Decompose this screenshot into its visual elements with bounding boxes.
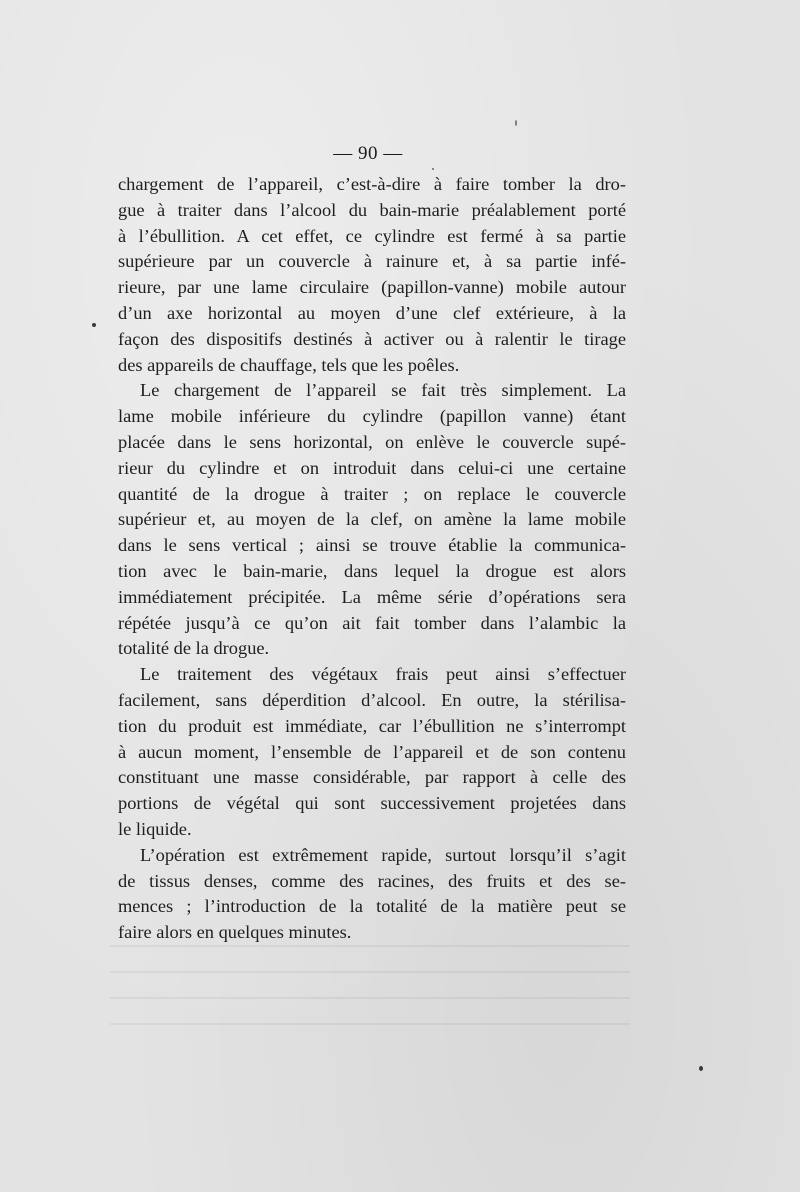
paper-speck [515, 120, 517, 126]
text-line: constituant une masse considérable, par rapport à celle des [118, 767, 626, 788]
text-line: rieure, par une lame circulaire (papillon-vanne) mobile autour [118, 277, 626, 298]
text-line: supérieur et, au moyen de la clef, on amène la lame mobile [118, 509, 626, 530]
text-line: façon des dispositifs destinés à activer ou à ralentir le tirage [118, 328, 626, 349]
bleed-through-text [110, 945, 630, 1045]
text-line: de tissus denses, comme des racines, des fruits et des se- [118, 870, 626, 891]
text-line: placée dans le sens horizontal, on enlève le couvercle supé- [118, 431, 626, 452]
text-line: tion du produit est immédiate, car l’ébullition ne s’interrompt [118, 715, 626, 736]
text-line: dans le sens vertical ; ainsi se trouve établie la communica- [118, 535, 626, 556]
text-line: d’un axe horizontal au moyen d’une clef extérieure, à la [118, 302, 626, 323]
page-number: — 90 — [333, 143, 403, 164]
text-line: faire alors en quelques minutes. [118, 922, 352, 943]
text-line: chargement de l’appareil, c’est-à-dire à faire tomber la dro- [118, 174, 626, 194]
text-line: Le traitement des végétaux frais peut ainsi s’effectuer [140, 664, 626, 685]
paper-speck [92, 323, 96, 327]
text-line: à l’ébullition. A cet effet, ce cylindre est fermé à sa partie [118, 225, 626, 246]
text-line: gue à traiter dans l’alcool du bain-marie préalablement porté [118, 199, 626, 220]
text-line: tion avec le bain-marie, dans lequel la drogue est alors [118, 560, 626, 581]
text-line: immédiatement précipitée. La même série d’opérations sera [118, 586, 626, 607]
text-line: facilement, sans déperdition d’alcool. En outre, la stérilisa- [118, 689, 626, 710]
text-line: à aucun moment, l’ensemble de l’appareil et de son contenu [118, 741, 626, 762]
text-line: quantité de la drogue à traiter ; on replace le couvercle [118, 483, 626, 504]
text-line: supérieure par un couvercle à rainure et, à sa partie infé- [118, 251, 626, 272]
text-line: des appareils de chauffage, tels que les poêles. [118, 354, 460, 375]
text-line: totalité de la drogue. [118, 638, 270, 659]
text-line: rieur du cylindre et on introduit dans celui-ci une certaine [118, 457, 626, 478]
text-line: Le chargement de l’appareil se fait très simplement. La [140, 380, 626, 401]
text-line: portions de végétal qui sont successivement projetées dans [118, 793, 626, 814]
text-line: répétée jusqu’à ce qu’on ait fait tomber dans l’alambic la [118, 612, 626, 633]
text-line: le liquide. [118, 818, 192, 839]
paper-speck [432, 168, 434, 170]
text-line: L’opération est extrêmement rapide, surtout lorsqu’il s’agit [140, 844, 626, 865]
text-line: mences ; l’introduction de la totalité de la matière peut se [118, 896, 626, 917]
text-line: lame mobile inférieure du cylindre (papillon vanne) étant [118, 406, 626, 427]
paper-speck [699, 1066, 703, 1071]
body-text [118, 172, 626, 946]
